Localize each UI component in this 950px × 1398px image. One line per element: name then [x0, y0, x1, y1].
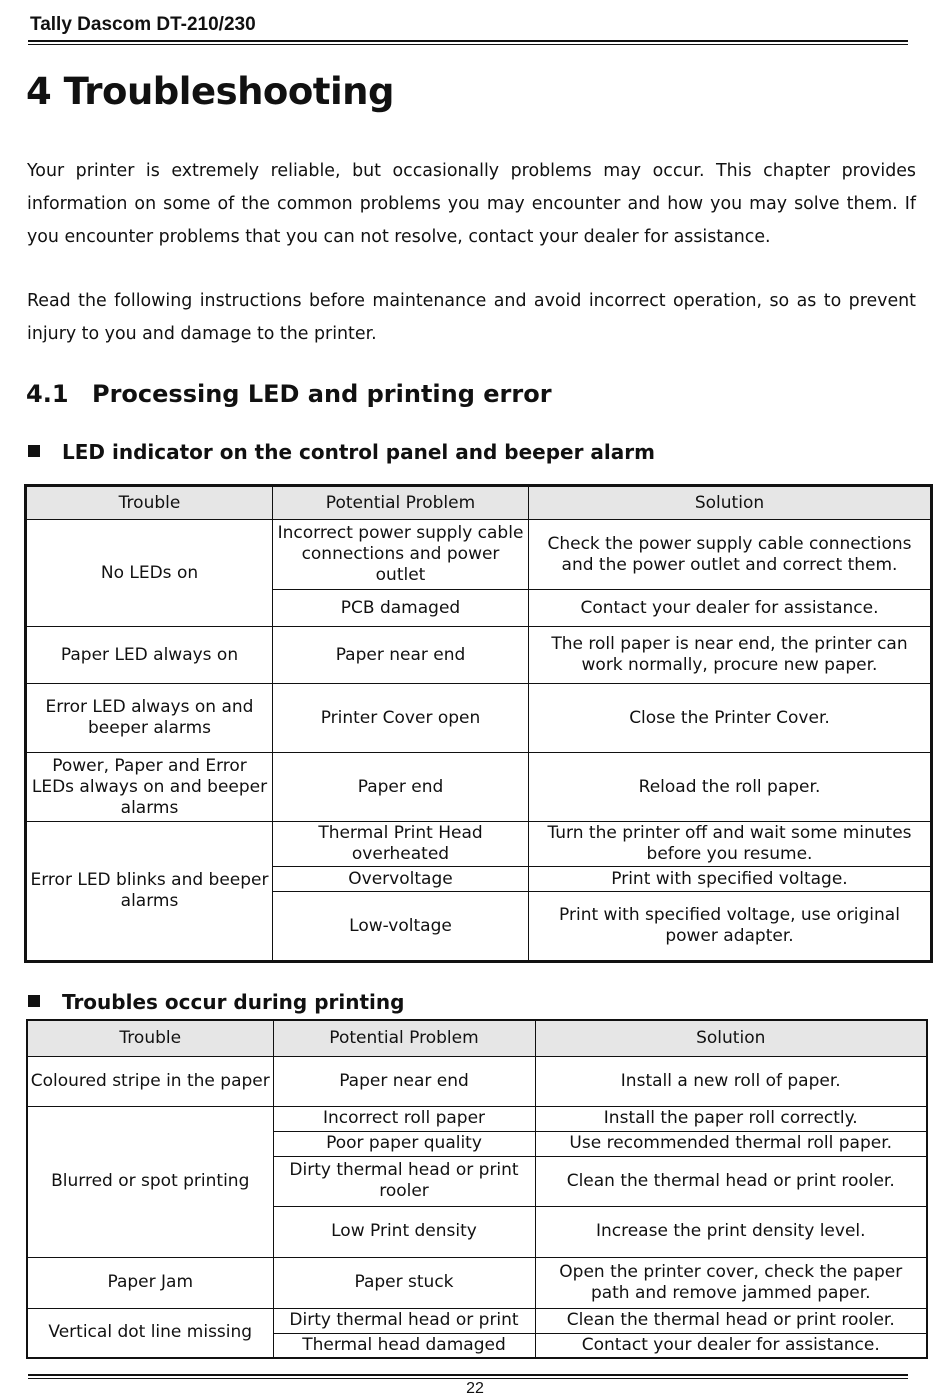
trouble-cell: Error LED blinks and beeper alarms — [26, 822, 273, 962]
problem-cell: Thermal head damaged — [273, 1333, 535, 1358]
trouble-cell: Paper Jam — [27, 1257, 273, 1308]
column-header-solution: Solution — [529, 486, 932, 520]
header-rule-top — [28, 40, 908, 42]
solution-cell: Turn the printer off and wait some minutes before you resume. — [529, 822, 932, 867]
solution-cell: Clean the thermal head or print rooler. — [535, 1308, 927, 1333]
trouble-cell: Paper LED always on — [26, 627, 273, 684]
solution-cell: Check the power supply cable connections and the power outlet and correct them. — [529, 520, 932, 590]
solution-cell: Increase the print density level. — [535, 1206, 927, 1257]
problem-cell: Paper near end — [273, 1056, 535, 1106]
problem-cell: Thermal Print Head overheated — [273, 822, 529, 867]
solution-cell: Reload the roll paper. — [529, 753, 932, 822]
solution-cell: Print with specified voltage. — [529, 867, 932, 892]
trouble-cell: Vertical dot line missing — [27, 1308, 273, 1358]
table-header-row — [27, 1020, 927, 1056]
problem-cell: Paper end — [273, 753, 529, 822]
trouble-cell: Coloured stripe in the paper — [27, 1056, 273, 1106]
solution-cell: Clean the thermal head or print rooler. — [535, 1156, 927, 1206]
problem-cell: Paper near end — [273, 627, 529, 684]
problem-cell: Dirty thermal head or print — [273, 1308, 535, 1333]
square-bullet-icon — [28, 995, 40, 1007]
column-header-trouble: Trouble — [27, 1020, 273, 1056]
column-header-problem: Potential Problem — [273, 486, 529, 520]
solution-cell: Install a new roll of paper. — [535, 1056, 927, 1106]
column-header-problem: Potential Problem — [273, 1020, 535, 1056]
problem-cell: Low Print density — [273, 1206, 535, 1257]
solution-cell: Close the Printer Cover. — [529, 684, 932, 753]
table-row — [26, 822, 932, 867]
chapter-title: 4 Troubleshooting — [26, 70, 394, 113]
trouble-cell: Blurred or spot printing — [27, 1106, 273, 1257]
trouble-cell: Error LED always on and beeper alarms — [26, 684, 273, 753]
problem-cell: Printer Cover open — [273, 684, 529, 753]
header-rule-bottom — [28, 44, 908, 45]
solution-cell: Open the printer cover, check the paper path and remove jammed paper. — [535, 1257, 927, 1308]
table-row — [26, 520, 932, 590]
table-row — [27, 1106, 927, 1131]
solution-cell: Use recommended thermal roll paper. — [535, 1131, 927, 1156]
problem-cell: PCB damaged — [273, 590, 529, 627]
problem-cell: Paper stuck — [273, 1257, 535, 1308]
led-table-heading-text: LED indicator on the control panel and beeper alarm — [62, 440, 655, 464]
printing-table-heading — [28, 990, 404, 1014]
section-number: 4.1 — [26, 380, 69, 408]
square-bullet-icon — [28, 445, 40, 457]
problem-cell: Low-voltage — [273, 892, 529, 962]
document-header-title: Tally Dascom DT-210/230 — [30, 14, 256, 35]
footer-rule-top — [28, 1374, 908, 1376]
column-header-solution: Solution — [535, 1020, 927, 1056]
table-row — [26, 753, 932, 822]
column-header-trouble: Trouble — [26, 486, 273, 520]
table-header-row — [26, 486, 932, 520]
section-title — [26, 380, 552, 408]
led-trouble-table — [24, 484, 933, 963]
table-row — [27, 1056, 927, 1106]
table-row — [26, 627, 932, 684]
problem-cell: Incorrect roll paper — [273, 1106, 535, 1131]
trouble-cell: No LEDs on — [26, 520, 273, 627]
printing-table-heading-text: Troubles occur during printing — [62, 990, 405, 1014]
led-table-heading — [28, 440, 655, 464]
section-title-text: Processing LED and printing error — [92, 380, 552, 408]
problem-cell: Poor paper quality — [273, 1131, 535, 1156]
solution-cell: Install the paper roll correctly. — [535, 1106, 927, 1131]
problem-cell: Overvoltage — [273, 867, 529, 892]
solution-cell: The roll paper is near end, the printer can work normally, procure new paper. — [529, 627, 932, 684]
trouble-cell: Power, Paper and Error LEDs always on and beeper alarms — [26, 753, 273, 822]
solution-cell: Contact your dealer for assistance. — [529, 590, 932, 627]
footer-rule-bottom — [28, 1378, 908, 1379]
problem-cell: Incorrect power supply cable connections and power outlet — [273, 520, 529, 590]
solution-cell: Print with specified voltage, use original power adapter. — [529, 892, 932, 962]
intro-paragraph: Your printer is extremely reliable, but occasionally problems may occur. This chapter provides information on some of the common problems you may encounter and how you may solve them. If you encounter problems that you can not resolve, contact your dealer for assistance. — [27, 161, 916, 247]
solution-cell: Contact your dealer for assistance. — [535, 1333, 927, 1358]
table-row — [27, 1257, 927, 1308]
page-number: 22 — [466, 1380, 484, 1397]
table-row — [27, 1308, 927, 1333]
printing-trouble-table — [26, 1019, 928, 1359]
instructions-paragraph: Read the following instructions before maintenance and avoid incorrect operation, so as to prevent injury to you and damage to the printer. — [27, 291, 916, 344]
table-row — [26, 684, 932, 753]
problem-cell: Dirty thermal head or print rooler — [273, 1156, 535, 1206]
